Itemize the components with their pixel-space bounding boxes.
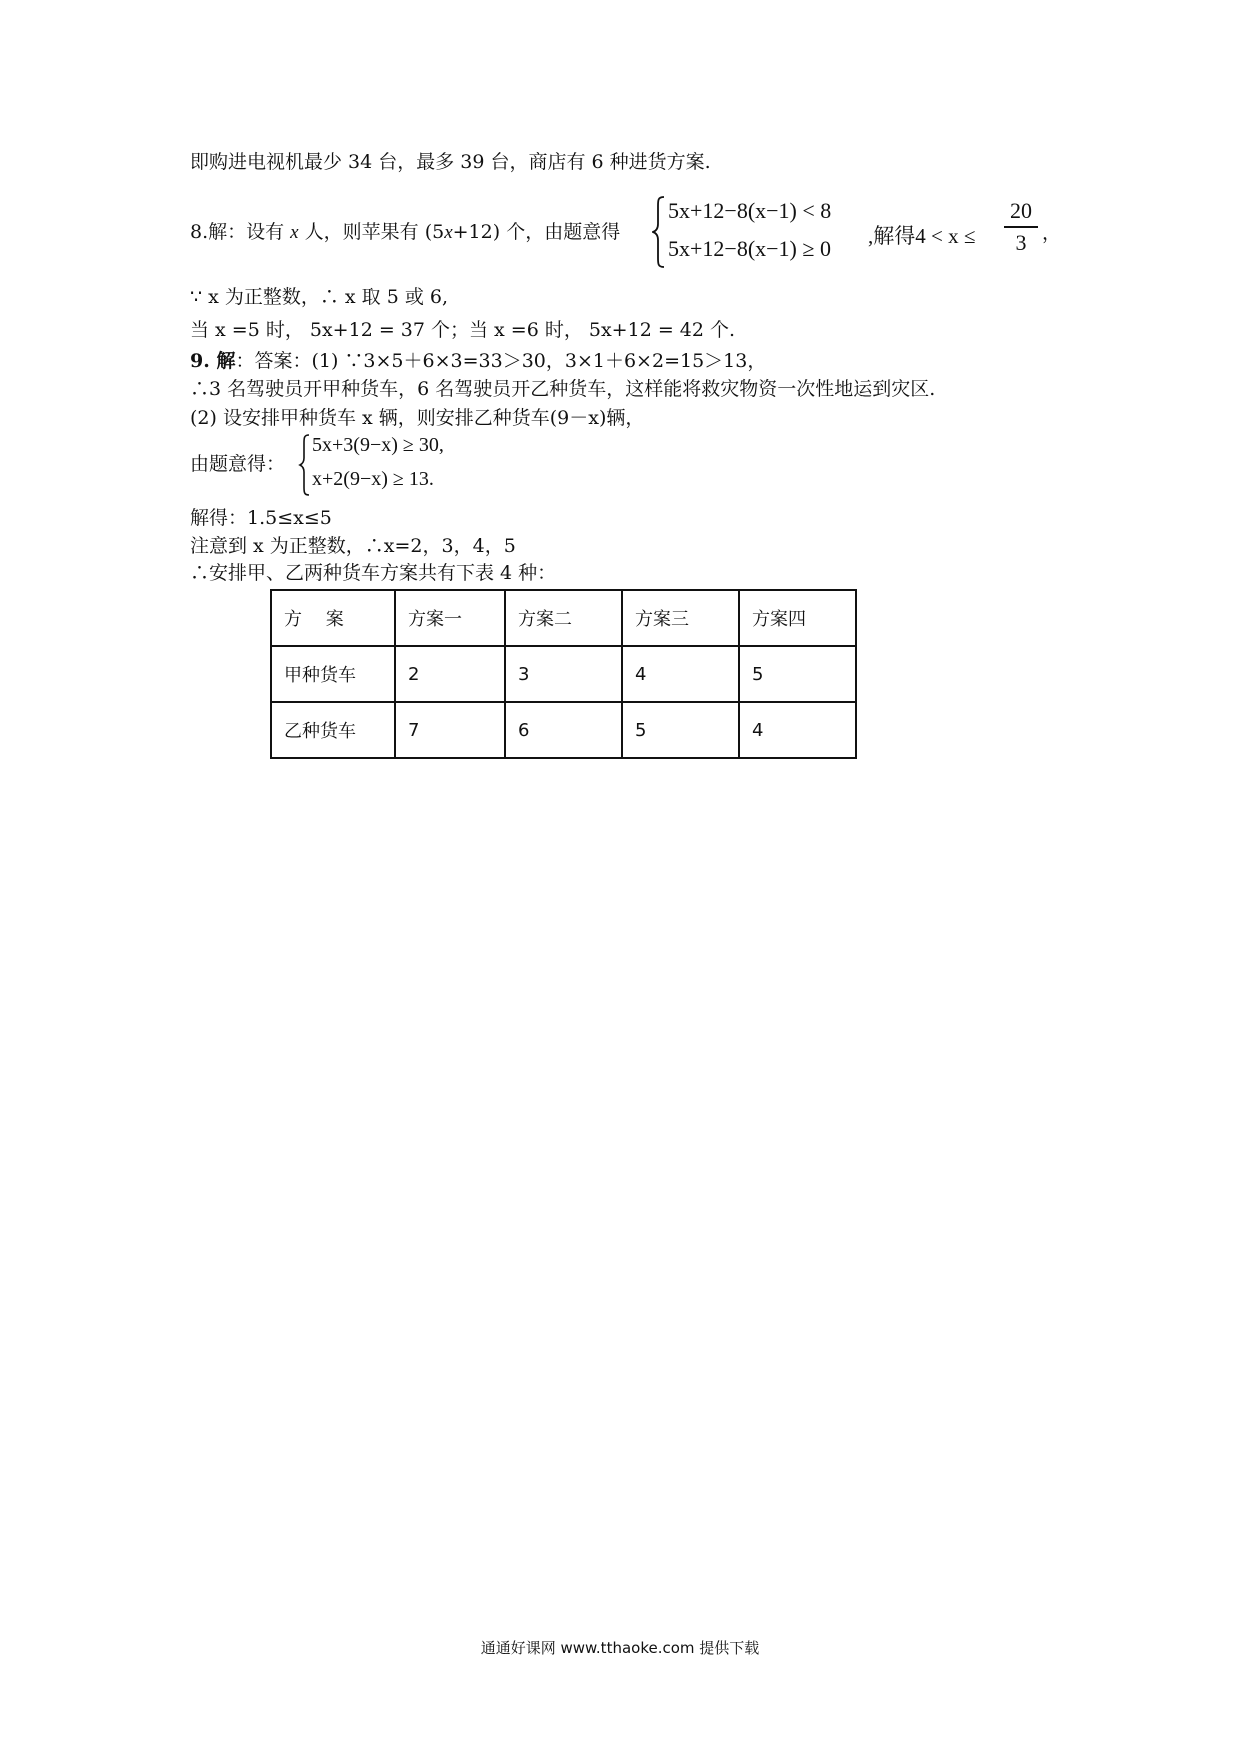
table-header-cell: 方案二 xyxy=(505,590,622,646)
table-row xyxy=(271,702,856,758)
table-cell: 5 xyxy=(622,702,739,758)
problem-9-system xyxy=(298,432,498,498)
problem-8-system xyxy=(652,194,882,270)
problem-8-var: x xyxy=(290,222,299,243)
problem-8-equation-1: 5x+12−8(x−1) < 8 xyxy=(668,198,832,223)
problem-9-intro xyxy=(190,349,766,373)
problem-8-mid2: +12) 个，由题意得 xyxy=(452,221,621,243)
problem-8-equation-2: 5x+12−8(x−1) ≥ 0 xyxy=(668,236,831,261)
problem-8-prefix: 8.解：设有 xyxy=(190,221,291,243)
table-row xyxy=(271,646,856,702)
table-cell: 甲种货车 xyxy=(271,646,395,702)
table-cell: 7 xyxy=(395,702,505,758)
problem-8-mid: 人，则苹果有 (5 xyxy=(298,221,445,243)
problem-9-setup-prefix: 由题意得： xyxy=(190,453,286,475)
table-header-cell: 方案三 xyxy=(622,590,739,646)
fraction-bar xyxy=(1004,226,1038,228)
table-header-row xyxy=(271,590,856,646)
table-cell: 6 xyxy=(505,702,622,758)
table-cell: 乙种货车 xyxy=(271,702,395,758)
table-cell: 4 xyxy=(622,646,739,702)
problem-9-equation-2: x+2(9−x) ≥ 13. xyxy=(312,468,434,490)
plan-table xyxy=(270,589,857,759)
table-cell: 4 xyxy=(739,702,856,758)
table-cell: 5 xyxy=(739,646,856,702)
table-header-cell: 方案四 xyxy=(739,590,856,646)
problem-9-answer-1: ：答案：(1) ∵3×5＋6×3=33＞30，3×1＋6×2=15＞13， xyxy=(235,350,767,372)
page-footer: 通通好课网 www.tthaoke.com 提供下载 xyxy=(480,1639,760,1657)
text-line-16: 注意到 x 为正整数，∴x=2，3，4，5 xyxy=(190,535,516,557)
fraction-numerator: 20 xyxy=(1010,198,1032,223)
left-brace-icon xyxy=(652,196,666,268)
fraction-20-3 xyxy=(1004,198,1038,256)
table-header-cell: 方 案 xyxy=(271,590,395,646)
left-brace-icon xyxy=(298,434,312,496)
problem-8-mid-var: x xyxy=(444,222,453,243)
fraction-denominator: 3 xyxy=(1015,229,1027,255)
table-cell: 2 xyxy=(395,646,505,702)
problem-9-label: 9. 解 xyxy=(190,350,236,372)
table-header-cell: 方案一 xyxy=(395,590,505,646)
problem-8-result: ,解得4 < x ≤ xyxy=(868,224,976,248)
text-line-12: ∴3 名驾驶员开甲种货车，6 名驾驶员开乙种货车，这样能将救灾物资一次性地运到灾区. xyxy=(190,378,936,400)
text-line-13: (2) 设安排甲种货车 x 辆，则安排乙种货车(9－x)辆， xyxy=(190,407,645,429)
text-line-9: ∵ x 为正整数，∴ x 取 5 或 6, xyxy=(190,286,449,308)
text-line-15: 解得：1.5≤x≤5 xyxy=(190,507,332,529)
problem-8-intro xyxy=(190,220,620,245)
text-line-17: ∴安排甲、乙两种货车方案共有下表 4 种： xyxy=(190,562,557,584)
problem-9-equation-1: 5x+3(9−x) ≥ 30, xyxy=(312,434,444,456)
table-cell: 3 xyxy=(505,646,622,702)
problem-8-trailing: ， xyxy=(1042,222,1062,244)
text-line-1: 即购进电视机最少 34 台，最多 39 台，商店有 6 种进货方案. xyxy=(190,151,711,173)
text-line-10: 当 x =5 时， 5x+12 = 37 个；当 x =6 时， 5x+12 = 42 个. xyxy=(190,319,736,341)
